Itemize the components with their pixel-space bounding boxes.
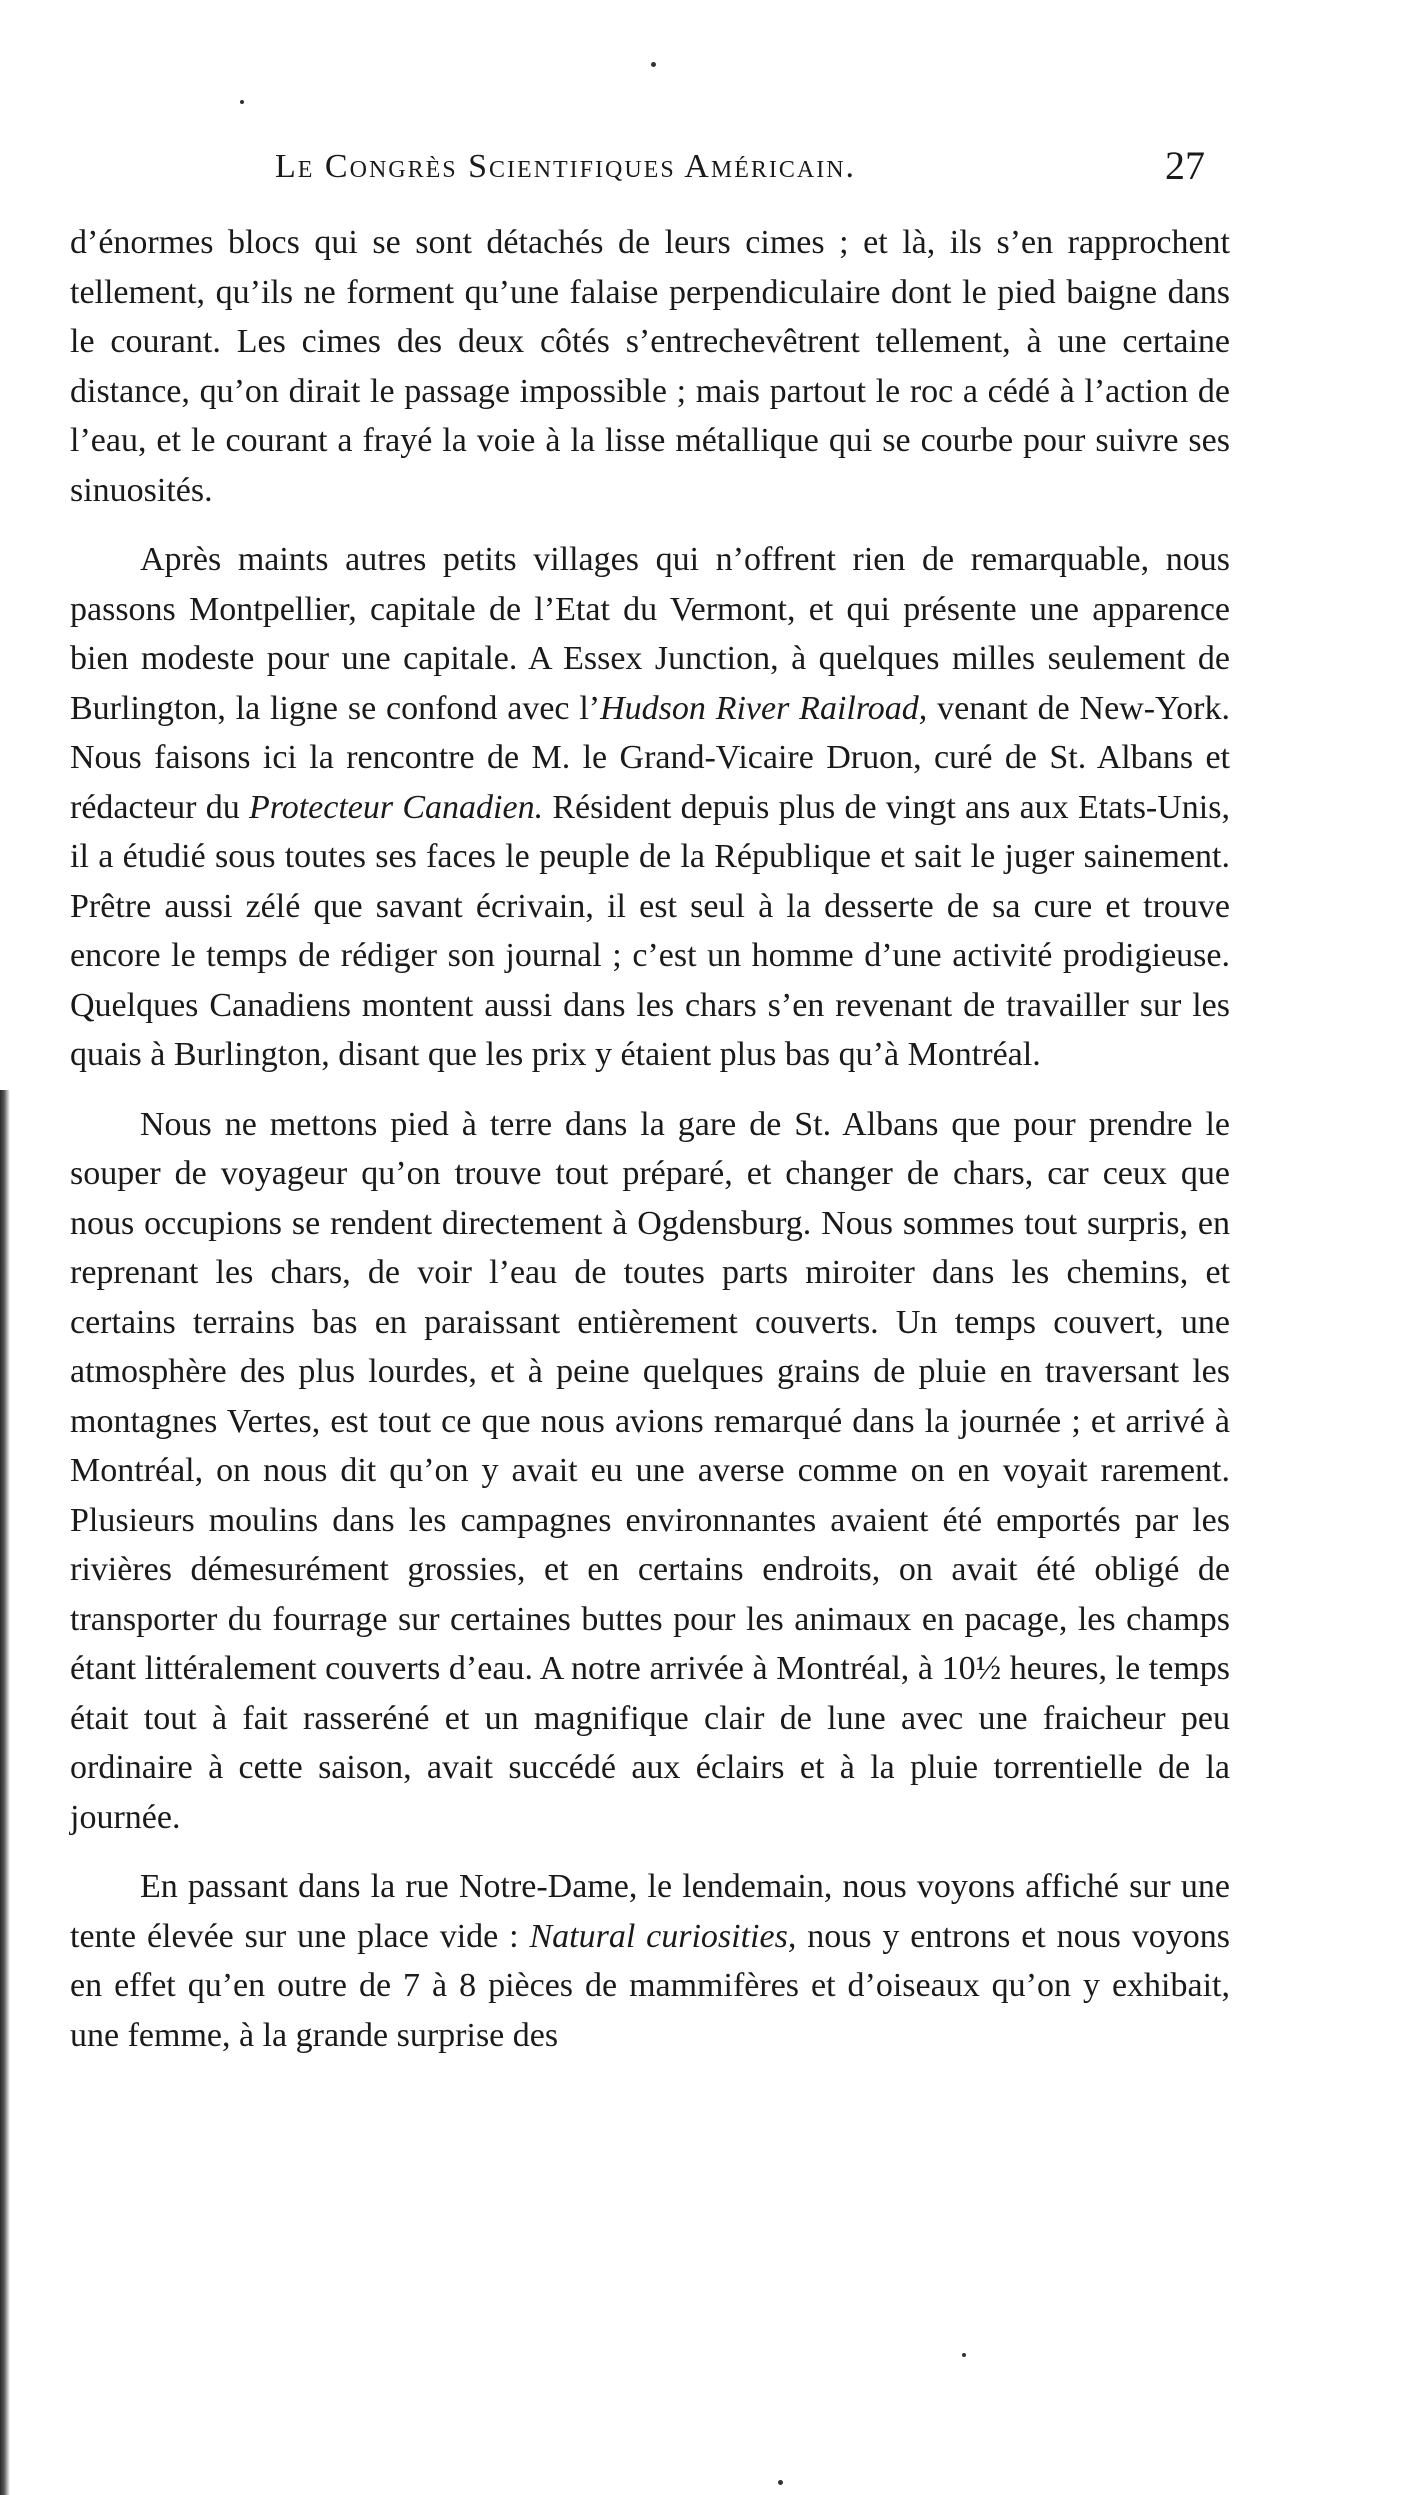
ink-speck [651, 62, 656, 67]
running-title: Le Congrès Scientifiques Américain. [275, 148, 857, 185]
italic-phrase-natural-curiosities: Natural curiosities, [529, 1917, 797, 1955]
text-segment: d’énormes blocs qui se sont détachés de leurs cimes ; et là, ils s’en rapprochent tellement, qu’ils ne forment qu’une falaise perpendiculaire dont le pied baigne dans le courant. Les cimes des deux côtés s’entrechevêtrent tellement, à une certaine distance, qu’on dirait le passage impossible ; mais partout le roc a cédé à l’action de l’eau, et le courant a frayé la voie à la lisse métallique qui se courbe pour suivre ses sinuosités. [70, 224, 1230, 509]
paragraph-3 [70, 1100, 1230, 1843]
italic-title-hudson-river-railroad: Hudson River Railroad, [600, 689, 928, 727]
paragraph-4 [70, 1862, 1230, 2060]
text-segment: Après maints autres petits villages qui n’offrent rien de remarquable, nous passons Montpellier, capitale de l’Etat du Vermont, et qui présente une apparence bien modeste pour une capitale. A Essex Junction, à quelques milles seulement de Burlington, la ligne se confond avec l’ [70, 541, 1230, 727]
paragraph-1 [70, 218, 1230, 515]
ink-speck [778, 2480, 783, 2485]
paragraph-2 [70, 535, 1230, 1080]
text-segment: En passant dans la rue Notre-Dame, le lendemain, nous voyons affiché sur une tente élevée sur une place vide : [70, 1868, 1230, 1955]
italic-title-protecteur-canadien: Protecteur Canadien. [248, 788, 544, 826]
ink-speck [240, 100, 244, 104]
text-segment: Résident depuis plus de vingt ans aux Etats-Unis, il a étudié sous toutes ses faces le peuple de la République et sait le juger sainement. Prêtre aussi zélé que savant écrivain, il est seul à la desserte de sa cure et trouve encore le temps de rédiger son journal ; c’est un homme d’une activité prodigieuse. Quelques Canadiens montent aussi dans les chars s’en revenant de travailler sur les quais à Burlington, disant que les prix y étaient plus bas qu’à Montréal. [70, 788, 1230, 1073]
ink-speck [962, 2353, 966, 2357]
text-segment: venant de New-York. Nous faisons ici la rencontre de M. le Grand-Vicaire Druon, curé de St. Albans et rédacteur du [70, 689, 1231, 826]
text-segment: nous y entrons et nous voyons en effet qu’en outre de 7 à 8 pièces de mammifères et d’oiseaux qu’on y exhibait, une femme, à la grande surprise des [70, 1917, 1230, 2054]
page-number: 27 [1165, 143, 1205, 188]
page-binding-edge [0, 1090, 10, 2495]
page-header [80, 143, 1205, 208]
text-segment: Nous ne mettons pied à terre dans la gare de St. Albans que pour prendre le souper de voyageur qu’on trouve tout préparé, et changer de chars, car ceux que nous occupions se rendent directement à Ogdensburg. Nous sommes tout surpris, en reprenant les chars, de voir l’eau de toutes parts miroiter dans les chemins, et certains terrains bas en paraissant entièrement couverts. Un temps couvert, une atmosphère des plus lourdes, et à peine quelques grains de pluie en traversant les montagnes Vertes, est tout ce que nous avions remarqué dans la journée ; et arrivé à Montréal, on nous dit qu’on y avait eu une averse comme on en voyait rarement. Plusieurs moulins dans les campagnes environnantes avaient été emportés par les rivières démesurément grossies, et en certains endroits, on avait été obligé de transporter du fourrage sur certaines buttes pour les animaux en pacage, les champs étant littéralement couverts d’eau. A notre arrivée à Montréal, à 10½ heures, le temps était tout à fait rasseréné et un magnifique clair de lune avec une fraicheur peu ordinaire à cette saison, avait succédé aux éclairs et à la pluie torrentielle de la journée. [70, 1105, 1230, 1836]
body-text [70, 218, 1230, 2060]
